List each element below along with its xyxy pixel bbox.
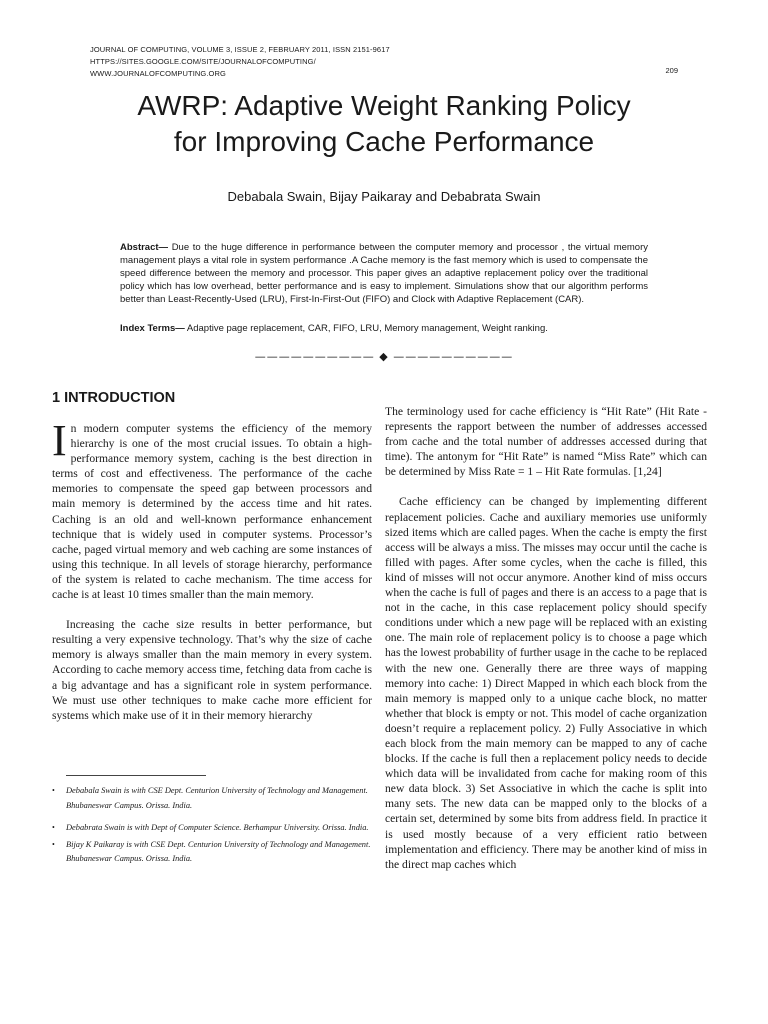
left-column — [52, 416, 372, 723]
intro-paragraph-1 — [52, 416, 372, 602]
footnote-text: Debabala Swain is with CSE Dept. Centurion University of Technology and Management. Bhubaneswar Campus. Orissa. India. — [66, 786, 368, 810]
author-list: Debabala Swain, Bijay Paikaray and Debabrata Swain — [227, 189, 541, 204]
footnote-text: Bijay K Paikaray is with CSE Dept. Centurion University of Technology and Management. Bhubaneswar Campus. Orissa. India. — [66, 839, 371, 863]
section-heading: 1 INTRODUCTION — [52, 390, 176, 406]
intro-paragraph-2: Increasing the cache size results in better performance, but resulting a very expensive technology. That’s why the size of cache memory is always smaller than the main memory in every system. According to cache memory access time, fetching data from cache is a big advantage and has a significant role in system performance. We must use other techniques to make cache more efficient for systems which make use of it in their memory hierarchy — [52, 618, 372, 722]
index-terms-text: Adaptive page replacement, CAR, FIFO, LRU, Memory management, Weight ranking. — [184, 323, 548, 334]
index-terms — [120, 322, 648, 335]
journal-info-line: JOURNAL OF COMPUTING, VOLUME 3, ISSUE 2, FEBRUARY 2011, ISSN 2151-9617 — [90, 45, 390, 54]
intro-paragraph-1-text: n modern computer systems the efficiency of the memory hierarchy is one of the most crucial issues. To obtain a high-performance memory system, caching is the best direction in terms of cost and effectiveness. The performance of the cache memories to compensate the speed gap between processors and main memory is determined by the access time and hit rates. Caching is an old and well-known performance enhancement technique that is widely used in computer systems. Processor’s cache, paged virtual memory and web caching are some instances of using this technique. In all levels of storage hierarchy, performance of the system is related to cache mechanism. The time access for cache is at least 10 times smaller than the main memory. — [52, 422, 372, 602]
journal-url-line[interactable]: HTTPS://SITES.GOOGLE.COM/SITE/JOURNALOFCOMPUTING/ — [90, 57, 316, 66]
footnote-item — [52, 784, 372, 813]
paper-title — [60, 88, 708, 160]
section-divider: —————————— ◆ —————————— — [254, 350, 514, 363]
page-number: 209 — [665, 66, 678, 75]
title-line-1: AWRP: Adaptive Weight Ranking Policy — [137, 90, 631, 121]
abstract-label: Abstract— — [120, 242, 169, 253]
bullet-icon: • — [52, 823, 55, 832]
journal-website-line[interactable]: WWW.JOURNALOFCOMPUTING.ORG — [90, 69, 226, 78]
bullet-icon: • — [52, 786, 55, 795]
right-column — [385, 404, 707, 872]
footnote-item — [52, 821, 372, 836]
intro-paragraph-4: Cache efficiency can be changed by implementing different replacement policies. Cache and auxiliary memories use uniformly sized items which are called pages. When the cache is empty the first access will be always a miss. The misses may occur until the cache is filled with pages. After some cycles, when the cache is filled, this kind of misses will not occur anymore. Another kind of miss occurs when the cache is full of pages and there is an access to a page that is not in the cache, in this case replacement policy should specify conditions under which a new page will be replaced with an existing one. The main role of replacement policy is to choose a page which has the lowest probability of further usage in the cache to be replaced with the new one. Generally there are three ways of mapping memory into cache: 1) Direct Mapped in which each block from the main memory is mapped only to a unique cache block, no matter whether that block is empty or not. This model of cache organization doesn’t require a replacement policy. 2) Fully Associative in which each block from the main memory can be mapped to any of cache blocks. If the cache is full then a replacement policy needs to decide which data will be invalidated from cache for making room of this new data block. 3) Set Associative in which the cache is split into many sets. The new data can be mapped only to the blocks of a certain set, determined by some bits from address field. In practice it is used mostly because of a very efficient ratio between implementation and efficiency. There may be another kind of miss in the direct map caches which — [385, 495, 707, 871]
abstract — [120, 241, 648, 306]
footnote-rule — [66, 775, 206, 776]
footnote-text: Debabrata Swain is with Dept of Computer Science. Berhampur University. Orissa. India. — [66, 823, 369, 832]
index-terms-label: Index Terms— — [120, 323, 185, 334]
drop-cap: I — [52, 416, 67, 465]
footnote-item — [52, 838, 372, 867]
intro-paragraph-3: The terminology used for cache efficiency is “Hit Rate” (Hit Rate - represents the rapport between the number of addresses accessed from cache and the total number of addresses accessed during that time). The antonym for “Hit Rate” is named “Miss Rate” which can be determined by Miss Rate = 1 – Hit Rate formulas. [1,24] — [385, 405, 707, 479]
title-line-2: for Improving Cache Performance — [173, 126, 595, 157]
footnotes — [52, 784, 372, 875]
journal-header — [90, 44, 690, 80]
bullet-icon: • — [52, 839, 55, 849]
abstract-text: Due to the huge difference in performance between the computer memory and processor , the virtual memory management plays a vital role in system performance .A Cache memory is the fast memory which is used to compensate the speed difference between the memory and processor. This paper gives an adaptive replacement policy over the traditional policy which has low overhead, better performance and is easy to implement. Simulations show that our algorithm performs better than Least-Recently-Used (LRU), First-In-First-Out (FIFO) and Clock with Adaptive Replacement (CAR). — [120, 242, 648, 306]
